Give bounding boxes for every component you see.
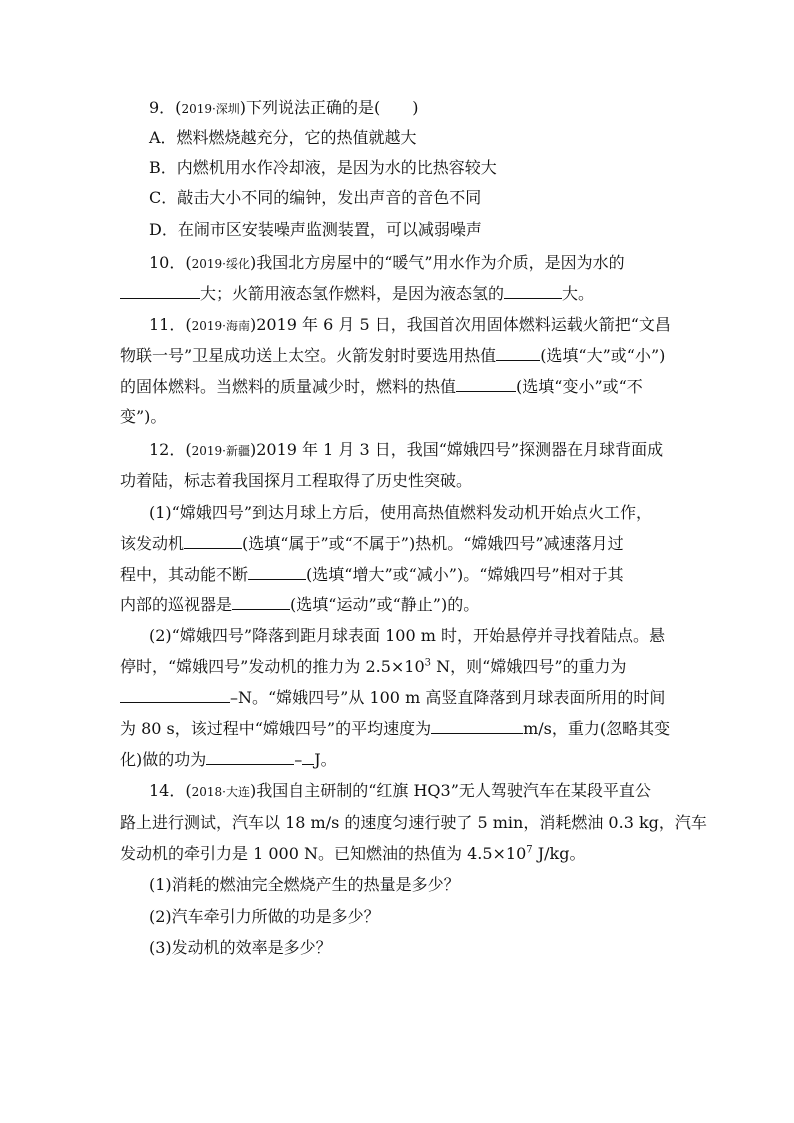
- question-14-sub-3: (3)发动机的效率是多少？: [149, 938, 332, 957]
- question-text: (选填“大”或“小”): [540, 346, 666, 365]
- question-text: 该发动机: [120, 534, 185, 553]
- question-text: 内部的巡视器是: [120, 595, 233, 614]
- question-12-part-1-line-4: [120, 594, 680, 616]
- question-12-part-1-line-3: [120, 564, 680, 586]
- question-12-line-2: 功着陆，标志着我国探月工程取得了历史性突破。: [120, 471, 473, 490]
- question-14-sub-1: (1)消耗的燃油完全燃烧产生的热量是多少？: [149, 875, 460, 894]
- question-text: 大；火箭用液态氢作燃料，是因为液态氢的: [200, 284, 505, 303]
- question-number: 14．(: [149, 781, 192, 800]
- question-text: m/s，重力(忽略其变: [523, 719, 671, 738]
- question-14-line-3: [120, 843, 680, 865]
- question-text: J。: [314, 750, 337, 769]
- question-11-line-3: [120, 376, 680, 398]
- question-12-part-2-line-1: (2)“嫦娥四号”降落到距月球表面 100 m 时，开始悬停并寻找着陆点。悬: [149, 626, 665, 645]
- question-12-line-1: [149, 439, 709, 462]
- question-10-line-2: [120, 283, 680, 305]
- question-text: 物联一号”卫星成功送上太空。火箭发射时要选用热值: [120, 346, 497, 365]
- question-text: 程中，其动能不断: [120, 565, 249, 584]
- question-text: (选填“运动”或“静止”)的。: [290, 595, 480, 614]
- question-text: –N。“嫦娥四号”从 100 m 高竖直降落到月球表面所用的时间: [230, 688, 666, 707]
- question-12-part-2-line-3: [120, 687, 680, 709]
- question-text: )2019 年 6 月 5 日，我国首次用固体燃料运载火箭把“文昌: [249, 315, 671, 334]
- question-text: (选填“属于”或“不属于”)热机。“嫦娥四号”减速落月过: [242, 534, 624, 553]
- question-text: –: [294, 750, 303, 769]
- option-b: B．内燃机用水作冷却液，是因为水的比热容较大: [149, 158, 497, 177]
- option-c: C．敲击大小不同的编钟，发出声音的音色不同: [149, 188, 482, 207]
- question-text: 大。: [562, 284, 595, 303]
- question-10-line-1: [149, 252, 709, 275]
- question-12-part-1-line-2: [120, 533, 680, 555]
- answer-blank[interactable]: [504, 284, 562, 299]
- answer-blank[interactable]: [184, 534, 242, 549]
- question-text: 发动机的牵引力是 1 000 N。已知燃油的热值为 4.5×10: [120, 844, 527, 863]
- question-source: 2019·新疆: [191, 444, 250, 458]
- question-12-part-2-line-2: [120, 656, 680, 678]
- exponent: 3: [424, 657, 432, 669]
- question-9-stem: [149, 97, 709, 120]
- question-11-line-1: [149, 314, 709, 337]
- answer-blank[interactable]: [120, 688, 230, 703]
- answer-blank[interactable]: [431, 719, 523, 734]
- question-number: 12．(: [149, 440, 192, 459]
- question-text: )下列说法正确的是( ): [239, 98, 419, 117]
- question-14-line-2: 路上进行测试，汽车以 18 m/s 的速度匀速行驶了 5 min，消耗燃油 0.3 kg，汽车: [120, 813, 707, 832]
- exponent: 7: [526, 844, 533, 856]
- question-number: 11．(: [149, 315, 192, 334]
- question-text: (选填“变小”或“不: [516, 377, 643, 396]
- question-source: 2019·深圳: [181, 102, 240, 116]
- question-text: )2019 年 1 月 3 日，我国“嫦娥四号”探测器在月球背面成: [249, 440, 664, 459]
- answer-blank[interactable]: [456, 377, 516, 392]
- answer-blank[interactable]: [120, 284, 200, 299]
- question-text: )我国自主研制的“红旗 HQ3”无人驾驶汽车在某段平直公: [249, 781, 651, 800]
- option-a: A．燃料燃烧越充分，它的热值就越大: [149, 128, 417, 147]
- question-text: N，则“嫦娥四号”的重力为: [431, 657, 627, 676]
- answer-blank[interactable]: [206, 750, 294, 765]
- question-14-line-1: [149, 780, 709, 803]
- answer-blank[interactable]: [302, 750, 314, 765]
- question-number: 9．(: [149, 98, 182, 117]
- answer-blank[interactable]: [248, 565, 306, 580]
- question-14-sub-2: (2)汽车牵引力所做的功是多少？: [149, 907, 380, 926]
- question-source: 2018·大连: [191, 785, 250, 799]
- question-12-part-1-line-1: (1)“嫦娥四号”到达月球上方后，使用高热值燃料发动机开始点火工作，: [149, 503, 653, 522]
- question-text: (选填“增大”或“减小”)。“嫦娥四号”相对于其: [306, 565, 624, 584]
- option-d: D．在闹市区安装噪声监测装置，可以减弱噪声: [149, 220, 482, 239]
- question-source: 2019·绥化: [191, 257, 250, 271]
- question-11-line-2: [120, 345, 680, 367]
- question-12-part-2-line-4: [120, 718, 680, 740]
- answer-blank[interactable]: [496, 346, 540, 361]
- question-12-part-2-line-5: [120, 749, 680, 771]
- question-text: 停时，“嫦娥四号”发动机的推力为 2.5×10: [120, 657, 425, 676]
- question-text: J/kg。: [532, 844, 586, 863]
- question-text: 为 80 s，该过程中“嫦娥四号”的平均速度为: [120, 719, 432, 738]
- question-source: 2019·海南: [191, 319, 250, 333]
- question-text: 的固体燃料。当燃料的质量减少时，燃料的热值: [120, 377, 457, 396]
- question-text: 化)做的功为: [120, 750, 207, 769]
- question-text: )我国北方房屋中的“暖气”用水作为介质，是因为水的: [249, 253, 625, 272]
- answer-blank[interactable]: [232, 595, 290, 610]
- question-11-line-4: 变”)。: [120, 407, 167, 426]
- question-number: 10．(: [149, 253, 192, 272]
